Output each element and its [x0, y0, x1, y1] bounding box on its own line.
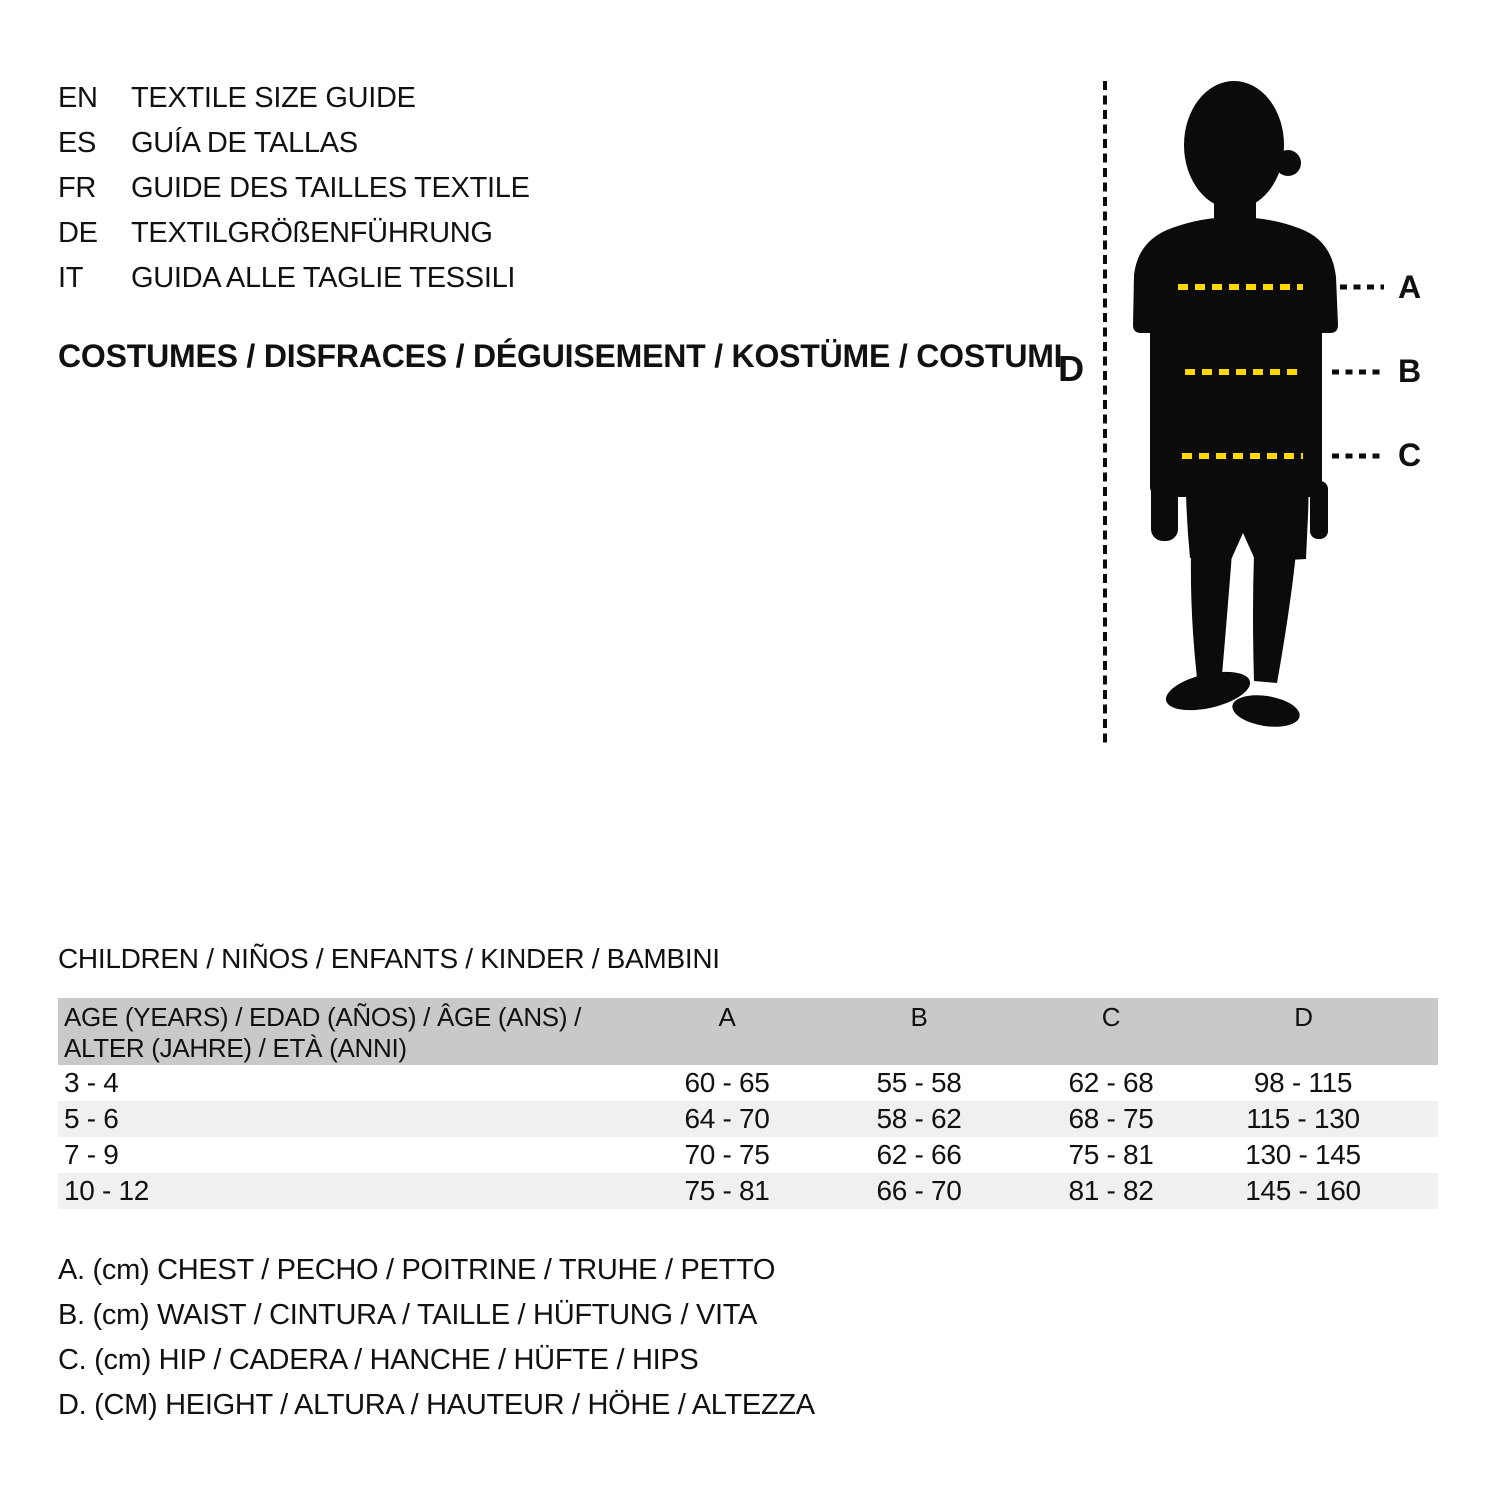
cell-c: 75 - 81 [1068, 1139, 1154, 1170]
cell-c: 68 - 75 [1068, 1103, 1154, 1134]
cell-b: 55 - 58 [876, 1067, 962, 1098]
age-cell: 5 - 6 [64, 1103, 119, 1134]
measure-label-a: A [1398, 269, 1421, 305]
cell-d: 115 - 130 [1246, 1103, 1360, 1134]
cell-c: 81 - 82 [1068, 1175, 1154, 1206]
language-code: FR [58, 172, 97, 204]
cell-b: 62 - 66 [876, 1139, 962, 1170]
cell-b: 58 - 62 [876, 1103, 962, 1134]
size-figure [1060, 75, 1460, 750]
language-item [58, 211, 530, 256]
language-code: ES [58, 127, 97, 159]
table-row [58, 1137, 1438, 1173]
legend-item-chest: A. (cm) CHEST / PECHO / POITRINE / TRUHE / PETTO [58, 1254, 776, 1286]
cell-a: 70 - 75 [684, 1139, 770, 1170]
cell-d: 98 - 115 [1253, 1067, 1353, 1098]
table-header-row [58, 998, 1438, 1065]
cell-c: 62 - 68 [1068, 1067, 1154, 1098]
table-row [58, 1101, 1438, 1137]
language-code: IT [58, 262, 84, 294]
age-header-line1: AGE (YEARS) / EDAD (AÑOS) / ÂGE (ANS) / [64, 1002, 582, 1032]
cell-a: 64 - 70 [684, 1103, 770, 1134]
leader-lines [1332, 287, 1384, 456]
legend-item-height: D. (CM) HEIGHT / ALTURA / HAUTEUR / HÖHE / ALTEZZA [58, 1389, 815, 1421]
language-list [58, 76, 530, 301]
column-header-b: B [910, 1002, 928, 1032]
table-row [58, 1173, 1438, 1209]
cell-b: 66 - 70 [876, 1175, 962, 1206]
measure-label-c: C [1398, 437, 1421, 473]
language-title: GUÍA DE TALLAS [131, 127, 358, 159]
table-row [58, 1065, 1438, 1101]
language-item [58, 76, 530, 121]
age-cell: 7 - 9 [64, 1139, 119, 1170]
category-heading: COSTUMES / DISFRACES / DÉGUISEMENT / KOSTÜME / COSTUMI [58, 338, 1063, 374]
age-header-line2: ALTER (JAHRE) / ETÀ (ANNI) [64, 1033, 407, 1063]
age-column-header [58, 998, 631, 1065]
cell-d: 130 - 145 [1245, 1139, 1361, 1170]
measure-label-b: B [1398, 353, 1421, 389]
legend-item-hip: C. (cm) HIP / CADERA / HANCHE / HÜFTE / HIPS [58, 1344, 699, 1376]
age-cell: 10 - 12 [64, 1175, 150, 1206]
language-code: EN [58, 82, 98, 114]
section-title: CHILDREN / NIÑOS / ENFANTS / KINDER / BAMBINI [58, 943, 720, 974]
language-title: TEXTILGRÖßENFÜHRUNG [131, 217, 493, 249]
column-header-a: A [718, 1002, 736, 1032]
cell-a: 60 - 65 [684, 1067, 770, 1098]
measurement-legend [58, 1248, 815, 1428]
child-silhouette-icon [1133, 81, 1338, 731]
language-title: GUIDA ALLE TAGLIE TESSILI [131, 262, 516, 294]
measure-label-d: D [1058, 348, 1084, 389]
legend-item-waist: B. (cm) WAIST / CINTURA / TAILLE / HÜFTUNG / VITA [58, 1299, 758, 1331]
language-title: GUIDE DES TAILLES TEXTILE [131, 172, 530, 204]
cell-a: 75 - 81 [684, 1175, 770, 1206]
language-title: TEXTILE SIZE GUIDE [131, 82, 416, 114]
column-header-d: D [1294, 1002, 1313, 1032]
column-header-c: C [1101, 1002, 1121, 1032]
language-item [58, 166, 530, 211]
language-item [58, 121, 530, 166]
age-cell: 3 - 4 [64, 1067, 119, 1098]
size-table [58, 998, 1438, 1209]
cell-d: 145 - 160 [1245, 1175, 1361, 1206]
language-item [58, 256, 530, 301]
language-code: DE [58, 217, 98, 249]
